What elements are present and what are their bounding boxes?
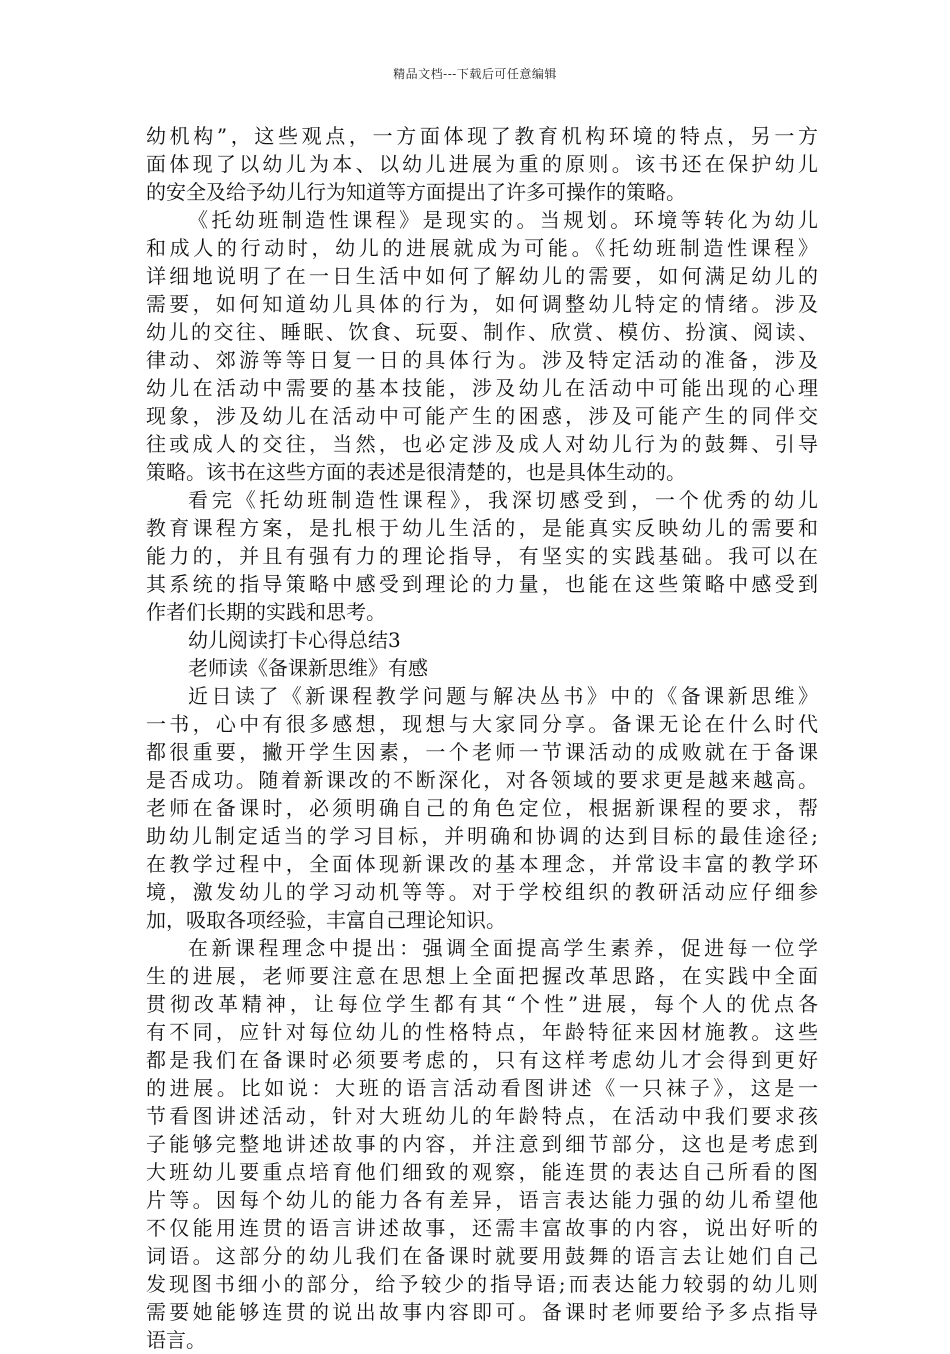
page-header: 精品文档---下载后可任意编辑 bbox=[393, 67, 557, 81]
text-line: 是否成功。随着新课改的不断深化，对各领域的要求更是越来越高。 bbox=[146, 768, 818, 792]
text-line: 的进展。比如说：大班的语言活动看图讲述《一只袜子》，这是一 bbox=[146, 1076, 818, 1100]
paragraph bbox=[146, 654, 818, 682]
text-line: 片等。因每个幼儿的能力各有差异，语言表达能力强的幼儿希望他 bbox=[146, 1188, 818, 1212]
text-line: 老师在备课时，必须明确自己的角色定位，根据新课程的要求，帮 bbox=[146, 796, 818, 820]
text-line: 往或成人的交往，当然，也必定涉及成人对幼儿行为的鼓舞、引导 bbox=[146, 432, 818, 456]
text-line: 境，激发幼儿的学习动机等等。对于学校组织的教研活动应仔细参 bbox=[146, 880, 818, 904]
text-line: 其系统的指导策略中感受到理论的力量，也能在这些策略中感受到 bbox=[146, 572, 818, 596]
text-line: 在教学过程中，全面体现新课改的基本理念，并常设丰富的教学环 bbox=[146, 852, 818, 876]
text-line: 加，吸取各项经验，丰富自己理论知识。 bbox=[146, 908, 506, 932]
text-line: 词语。这部分的幼儿我们在备课时就要用鼓舞的语言去让她们自己 bbox=[146, 1244, 818, 1268]
text-line: 策略。该书在这些方面的表述是很清楚的，也是具体生动的。 bbox=[146, 460, 686, 484]
text-line: 贯彻改革精神，让每位学生都有其“个性”进展，每个人的优点各 bbox=[146, 992, 818, 1016]
text-line: 不仅能用连贯的语言讲述故事，还需丰富故事的内容，说出好听的 bbox=[146, 1216, 818, 1240]
text-line: 节看图讲述活动，针对大班幼儿的年龄特点，在活动中我们要求孩 bbox=[146, 1104, 818, 1128]
text-line: 详细地说明了在一日生活中如何了解幼儿的需要，如何满足幼儿的 bbox=[146, 264, 818, 288]
text-line: 有不同，应针对每位幼儿的性格特点，年龄特征来因材施教。这些 bbox=[146, 1020, 818, 1044]
text-line: 的安全及给予幼儿行为知道等方面提出了许多可操作的策略。 bbox=[146, 180, 686, 204]
text-line: 和成人的行动时，幼儿的进展就成为可能。《托幼班制造性课程》 bbox=[146, 236, 818, 260]
text-line: 生的进展，老师要注意在思想上全面把握改革思路，在实践中全面 bbox=[146, 964, 818, 988]
text-line: 幼机构”，这些观点，一方面体现了教育机构环境的特点，另一方 bbox=[146, 124, 818, 148]
text-line: 能力的，并且有强有力的理论指导，有坚实的实践基础。我可以在 bbox=[146, 544, 818, 568]
text-line: 需要她能够连贯的说出故事内容即可。备课时老师要给予多点指导 bbox=[146, 1300, 818, 1324]
paragraph bbox=[146, 206, 818, 486]
paragraph bbox=[146, 682, 818, 934]
text-line: 看完《托幼班制造性课程》，我深切感受到，一个优秀的幼儿 bbox=[188, 488, 818, 512]
document-body bbox=[146, 122, 818, 1354]
text-line: 幼儿阅读打卡心得总结3 bbox=[188, 628, 401, 652]
paragraph bbox=[146, 626, 818, 654]
text-line: 作者们长期的实践和思考。 bbox=[146, 600, 386, 624]
text-line: 教育课程方案，是扎根于幼儿生活的，是能真实反映幼儿的需要和 bbox=[146, 516, 818, 540]
text-line: 都很重要，撇开学生因素，一个老师一节课活动的成败就在于备课 bbox=[146, 740, 818, 764]
text-line: 面体现了以幼儿为本、以幼儿进展为重的原则。该书还在保护幼儿 bbox=[146, 152, 818, 176]
paragraph bbox=[146, 122, 818, 206]
text-line: 律动、郊游等等日复一日的具体行为。涉及特定活动的准备，涉及 bbox=[146, 348, 818, 372]
text-line: 一书，心中有很多感想，现想与大家同分享。备课无论在什么时代 bbox=[146, 712, 818, 736]
text-line: 幼儿在活动中需要的基本技能，涉及幼儿在活动中可能出现的心理 bbox=[146, 376, 818, 400]
text-line: 《托幼班制造性课程》是现实的。当规划。环境等转化为幼儿 bbox=[188, 208, 818, 232]
text-line: 大班幼儿要重点培育他们细致的观察，能连贯的表达自己所看的图 bbox=[146, 1160, 818, 1184]
text-line: 幼儿的交往、睡眠、饮食、玩耍、制作、欣赏、模仿、扮演、阅读、 bbox=[146, 320, 818, 344]
text-line: 子能够完整地讲述故事的内容，并注意到细节部分，这也是考虑到 bbox=[146, 1132, 818, 1156]
text-line: 发现图书细小的部分，给予较少的指导语;而表达能力较弱的幼儿则 bbox=[146, 1272, 818, 1296]
text-line: 都是我们在备课时必须要考虑的，只有这样考虑幼儿才会得到更好 bbox=[146, 1048, 818, 1072]
text-line: 需要，如何知道幼儿具体的行为，如何调整幼儿特定的情绪。涉及 bbox=[146, 292, 818, 316]
text-line: 老师读《备课新思维》有感 bbox=[188, 656, 428, 680]
text-line: 近日读了《新课程教学问题与解决丛书》中的《备课新思维》 bbox=[188, 684, 818, 708]
text-line: 现象，涉及幼儿在活动中可能产生的困惑，涉及可能产生的同伴交 bbox=[146, 404, 818, 428]
text-line: 助幼儿制定适当的学习目标，并明确和协调的达到目标的最佳途径; bbox=[146, 824, 818, 848]
text-line: 语言。 bbox=[146, 1328, 206, 1352]
paragraph bbox=[146, 486, 818, 626]
paragraph bbox=[146, 934, 818, 1354]
text-line: 在新课程理念中提出：强调全面提高学生素养，促进每一位学 bbox=[188, 936, 818, 960]
